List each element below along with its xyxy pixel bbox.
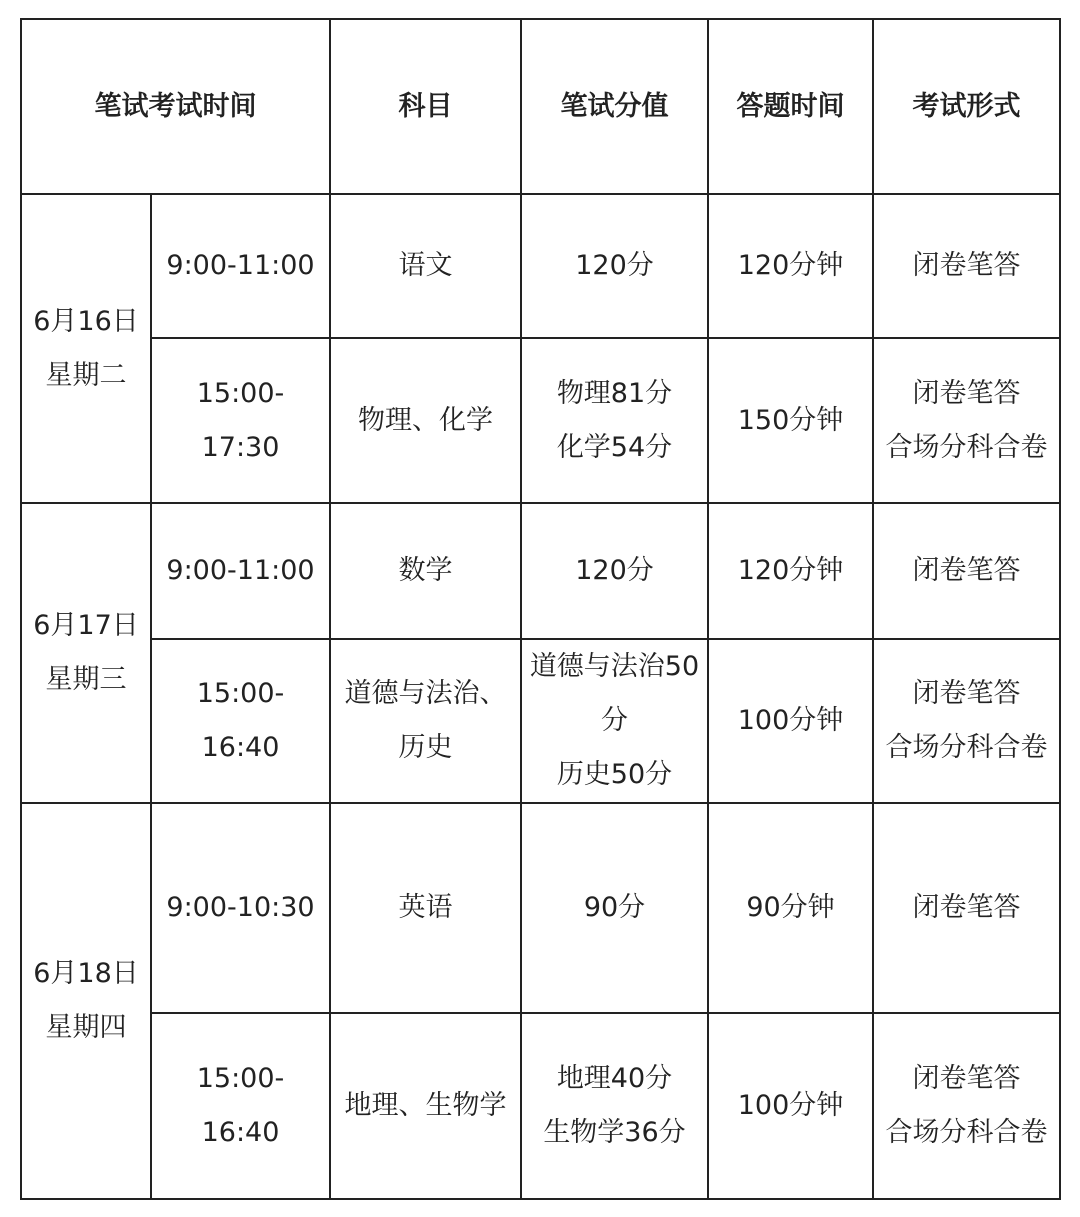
score-line: 120分 <box>575 555 654 586</box>
time-cell: 9:00-11:00 <box>151 194 330 338</box>
table-row <box>21 503 1060 639</box>
duration-cell: 120分钟 <box>708 194 873 338</box>
table-row <box>21 338 1060 503</box>
date-cell <box>21 503 151 803</box>
table-row <box>21 803 1060 1013</box>
score-cell <box>521 803 708 1013</box>
score-cell <box>521 503 708 639</box>
header-subject: 科目 <box>330 19 521 194</box>
score-line: 化学54分 <box>556 431 673 463</box>
time-cell: 9:00-11:00 <box>151 503 330 639</box>
time-cell: 9:00-10:30 <box>151 803 330 1013</box>
subject-cell <box>330 1013 521 1199</box>
score-line: 历史50分 <box>556 759 673 790</box>
time-cell: 15:00-17:30 <box>151 338 330 503</box>
score-line: 生物学36分 <box>543 1117 686 1148</box>
subject-cell <box>330 639 521 803</box>
subject-line: 语文 <box>398 250 453 281</box>
header-format: 考试形式 <box>873 19 1060 194</box>
score-cell <box>521 1013 708 1199</box>
subject-cell <box>330 338 521 503</box>
weekday-label: 星期三 <box>45 664 127 695</box>
score-line: 分 <box>601 705 628 736</box>
date-label: 6月16日 <box>33 305 139 337</box>
subject-line: 数学 <box>398 555 453 586</box>
duration-cell: 100分钟 <box>708 1013 873 1199</box>
subject-line: 道德与法治、 <box>344 678 507 709</box>
date-cell <box>21 803 151 1199</box>
format-line: 闭卷笔答 <box>912 250 1021 281</box>
subject-line: 英语 <box>398 892 453 923</box>
format-line: 合场分科合卷 <box>885 1117 1048 1148</box>
subject-cell <box>330 803 521 1013</box>
duration-cell: 120分钟 <box>708 503 873 639</box>
header-score: 笔试分值 <box>521 19 708 194</box>
exam-schedule-table <box>20 18 1061 1200</box>
table-row <box>21 1013 1060 1199</box>
score-cell <box>521 338 708 503</box>
header-duration: 答题时间 <box>708 19 873 194</box>
subject-line: 地理、生物学 <box>344 1090 507 1121</box>
score-line: 90分 <box>583 892 646 923</box>
subject-line: 物理、化学 <box>358 404 493 436</box>
format-cell <box>873 338 1060 503</box>
date-label: 6月17日 <box>33 610 139 641</box>
format-cell <box>873 503 1060 639</box>
table-row <box>21 194 1060 338</box>
subject-cell <box>330 194 521 338</box>
subject-line: 历史 <box>398 732 453 763</box>
format-line: 闭卷笔答 <box>912 377 1021 409</box>
format-line: 合场分科合卷 <box>885 431 1048 463</box>
duration-cell: 90分钟 <box>708 803 873 1013</box>
table-row <box>21 639 1060 803</box>
score-line: 120分 <box>575 250 654 281</box>
time-cell: 15:00-16:40 <box>151 639 330 803</box>
format-line: 闭卷笔答 <box>912 555 1021 586</box>
format-cell <box>873 194 1060 338</box>
weekday-label: 星期四 <box>45 1012 127 1043</box>
format-line: 闭卷笔答 <box>912 892 1021 923</box>
format-line: 合场分科合卷 <box>885 732 1048 763</box>
duration-cell: 100分钟 <box>708 639 873 803</box>
header-row <box>21 19 1060 194</box>
time-cell: 15:00-16:40 <box>151 1013 330 1199</box>
format-line: 闭卷笔答 <box>912 678 1021 709</box>
header-time: 笔试考试时间 <box>21 19 330 194</box>
weekday-label: 星期二 <box>45 359 127 391</box>
date-label: 6月18日 <box>33 958 139 989</box>
format-cell <box>873 639 1060 803</box>
score-line: 地理40分 <box>556 1063 673 1094</box>
date-cell <box>21 194 151 503</box>
score-line: 道德与法治50 <box>529 651 700 682</box>
format-cell <box>873 803 1060 1013</box>
subject-cell <box>330 503 521 639</box>
duration-cell: 150分钟 <box>708 338 873 503</box>
score-line: 物理81分 <box>556 377 673 409</box>
format-line: 闭卷笔答 <box>912 1063 1021 1094</box>
score-cell <box>521 194 708 338</box>
score-cell <box>521 639 708 803</box>
format-cell <box>873 1013 1060 1199</box>
